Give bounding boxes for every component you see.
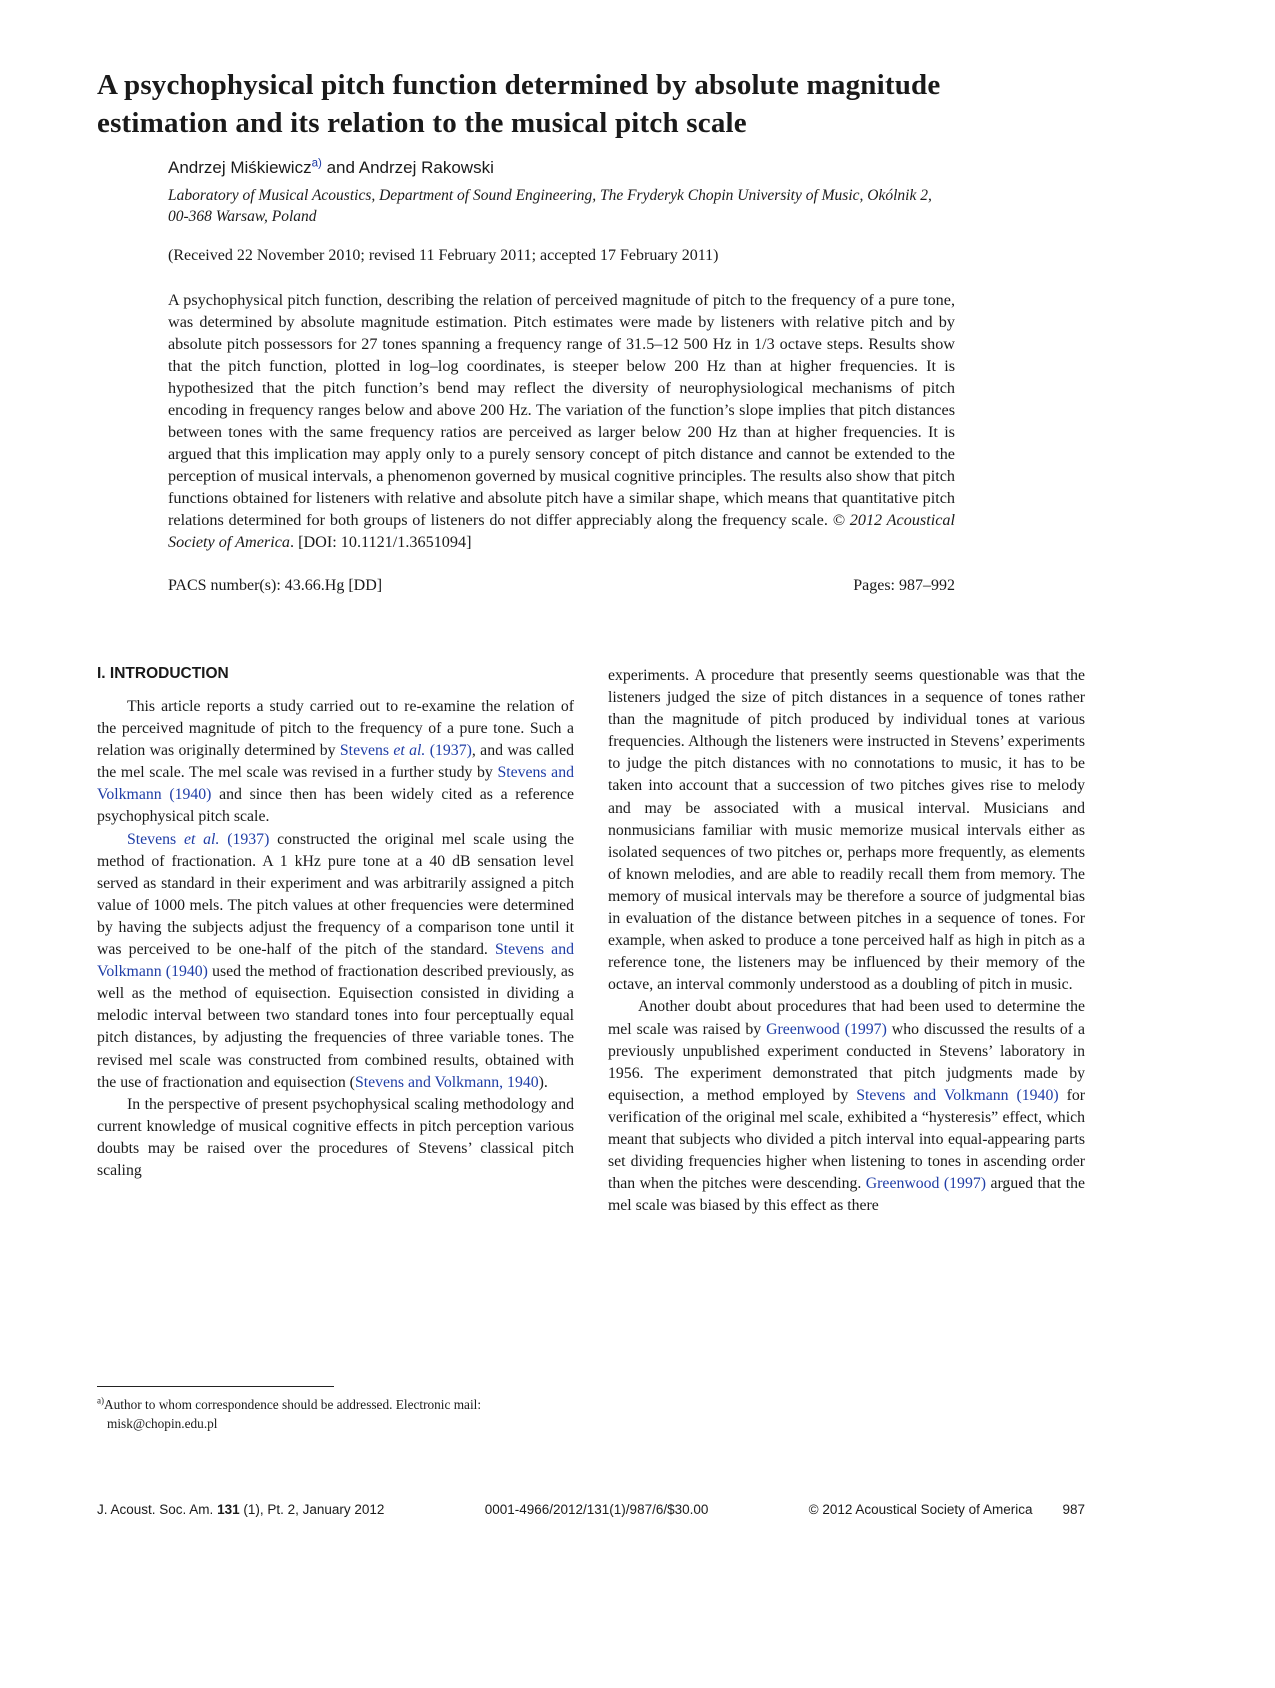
text-segment: . [DOI: 10.1121/1.3651094]: [289, 533, 472, 551]
text-segment: Author to whom correspondence should be addressed. Electronic mail: misk@chopin.edu.pl: [104, 1397, 482, 1431]
pacs-row: [168, 577, 955, 595]
journal-citation: [97, 1502, 384, 1517]
citation-link[interactable]: Greenwood (1997): [766, 1020, 887, 1038]
text-segment: 131: [217, 1502, 240, 1517]
article-code: 0001-4966/2012/131(1)/987/6/$30.00: [484, 1502, 709, 1517]
affiliation: Laboratory of Musical Acoustics, Department of Sound Engineering, The Fryderyk Chopin University of Music, Okólnik 2, 00-368 Warsaw, Poland: [168, 187, 932, 225]
citation-link[interactable]: Stevens and Volkmann (1940): [97, 764, 574, 804]
text-segment: experiments. A procedure that presently seems questionable was that the listeners judged the size of pitch distances in a sequence of tones rather than the magnitude of pitch produced by individual tones at various frequencies. Although the listeners were instructed in Stevens’ experiments to judge the pitch distances with no connotations to music, it has to be taken into account that a succession of two pitches gives rise to melody and may be associated with a musical interval. Musicians and nonmusicians familiar with music memorize musical intervals either as isolated sequences of two pitches or, perhaps more frequently, as elements of known melodies, and are able to readily recall them from memory. The memory of musical intervals may be therefore a source of judgmental bias in evaluation of the distance between pitches in a sequence of tones. For example, when asked to produce a tone perceived half as high in pitch as a reference tone, the listeners may be influenced by their memory of the octave, an interval commonly understood as a doubling of pitch in music.: [608, 667, 1085, 994]
left-column: [97, 665, 574, 1217]
page-number: 987: [1062, 1502, 1085, 1517]
citation-link[interactable]: et al.: [393, 742, 426, 760]
footnote-rule: [97, 1386, 334, 1387]
citation-link[interactable]: Stevens: [127, 830, 184, 848]
text-segment: constructed the original mel scale using the method of fractionation. A 1 kHz pure tone at a 40 dB sensation level served as standard in their experiment and was arbitrarily assigned a pitch value of 1000 mels. The pitch values at other frequencies were determined by having the subjects adjust the frequency of a comparison tone until it was perceived to be one-half of the pitch of the standard.: [97, 830, 574, 959]
pacs-number: PACS number(s): 43.66.Hg [DD]: [168, 577, 383, 594]
text-segment: ).: [538, 1073, 548, 1091]
citation-link[interactable]: Greenwood (1997): [865, 1175, 987, 1193]
section-heading-introduction: I. INTRODUCTION: [97, 665, 229, 682]
text-segment: used the method of fractionation described previously, as well as the method of equisection. Equisection consisted in dividing a melodic interval between two standard tones into four perceptually equal pitch distances, by adjusting the frequencies of three variable tones. The revised mel scale was constructed from combined results, obtained with the use of fractionation and equisection (: [97, 963, 574, 1091]
copyright-notice: © 2012 Acoustical Society of America: [808, 1502, 1033, 1517]
paragraph: [97, 829, 574, 1094]
citation-link[interactable]: (1937): [425, 742, 472, 760]
text-segment: and Andrzej Rakowski: [321, 158, 494, 177]
text-segment: argued that the mel scale was biased by this effect as there: [608, 1175, 1085, 1215]
paragraph: [97, 1094, 574, 1182]
paragraph: [608, 665, 1085, 996]
byline-block: [168, 158, 1085, 595]
citation-link[interactable]: a): [311, 157, 322, 170]
citation-link[interactable]: Stevens: [339, 742, 394, 760]
text-segment: © 2012 Acoustical Society of America: [168, 511, 955, 551]
citation-link[interactable]: Stevens and Volkmann, 1940: [354, 1073, 539, 1091]
footer-right-group: [809, 1502, 1085, 1517]
article-header: [97, 66, 1085, 595]
page-footer: [97, 1502, 1085, 1517]
citation-link[interactable]: Stevens and Volkmann (1940): [856, 1086, 1059, 1104]
article-body: [97, 665, 1085, 1217]
text-segment: This article reports a study carried out to re-examine the relation of the perceived magnitude of pitch to the frequency of a pure tone. Such a relation was originally determined by: [97, 698, 574, 760]
footnote-text: [97, 1396, 574, 1433]
right-column: [608, 665, 1085, 1217]
citation-link[interactable]: (1937): [219, 830, 270, 848]
text-segment: , and was called the mel scale. The mel scale was revised in a further study by: [97, 742, 574, 782]
paragraph: [97, 696, 574, 829]
text-segment: and since then has been widely cited as a reference psychophysical pitch scale.: [97, 786, 575, 826]
text-segment: A psychophysical pitch function, describing the relation of perceived magnitude of pitch to the frequency of a pure tone, was determined by absolute magnitude estimation. Pitch estimates were made by listeners with relative pitch and by absolute pitch possessors for 27 tones spanning a frequency range of 31.5–12 500 Hz in 1/3 octave steps. Results show that the pitch function, plotted in log–log coordinates, is steeper below 200 Hz than at higher frequencies. It is hypothesized that the pitch function’s bend may reflect the diversity of neurophysiological mechanisms of pitch encoding in frequency ranges below and above 200 Hz. The variation of the function’s slope implies that pitch distances between tones with the same frequency ratios are perceived as larger below 200 Hz than at higher frequencies. It is argued that this implication may apply only to a purely sensory concept of pitch distance and cannot be extended to the perception of musical intervals, a phenomenon governed by musical cognitive principles. The results also show that pitch functions obtained for listeners with relative and absolute pitch have a similar shape, which means that quantitative pitch relations determined for both groups of listeners do not differ appreciably along the frequency scale.: [168, 291, 955, 529]
pages-range: Pages: 987–992: [853, 577, 955, 594]
abstract: [168, 289, 955, 553]
text-segment: In the perspective of present psychophysical scaling methodology and current knowledge of musical cognitive effects in pitch perception various doubts may be raised over the procedures of Stevens’ classical pitch scaling: [97, 1095, 574, 1179]
text-segment: Andrzej Miśkiewicz: [168, 158, 312, 177]
text-segment: Another doubt about procedures that had been used to determine the mel scale was raised by: [608, 998, 1085, 1038]
citation-link[interactable]: Stevens and Volkmann (1940): [97, 941, 574, 981]
paragraph: [608, 996, 1085, 1217]
text-segment: a): [97, 1395, 105, 1406]
authors: [168, 158, 1085, 178]
citation-link[interactable]: et al.: [183, 830, 220, 848]
received-dates: (Received 22 November 2010; revised 11 February 2011; accepted 17 February 2011): [168, 247, 719, 264]
text-segment: who discussed the results of a previously unpublished experiment conducted in Stevens’ laboratory in 1956. The experiment demonstrated that pitch judgments made by equisection, a method employed by: [608, 1020, 1085, 1104]
text-segment: for verification of the original mel scale, exhibited a “hysteresis” effect, which meant that subjects who divided a pitch interval into equal-appearing parts set dividing frequencies higher when listening to tones in ascending order than when the pitches were descending.: [608, 1086, 1086, 1193]
article-title: A psychophysical pitch function determined by absolute magnitude estimation and its relation to the musical pitch scale: [97, 69, 941, 139]
footnote: [97, 1386, 574, 1433]
text-segment: J. Acoust. Soc. Am.: [97, 1502, 218, 1517]
text-segment: (1), Pt. 2, January 2012: [239, 1502, 385, 1517]
